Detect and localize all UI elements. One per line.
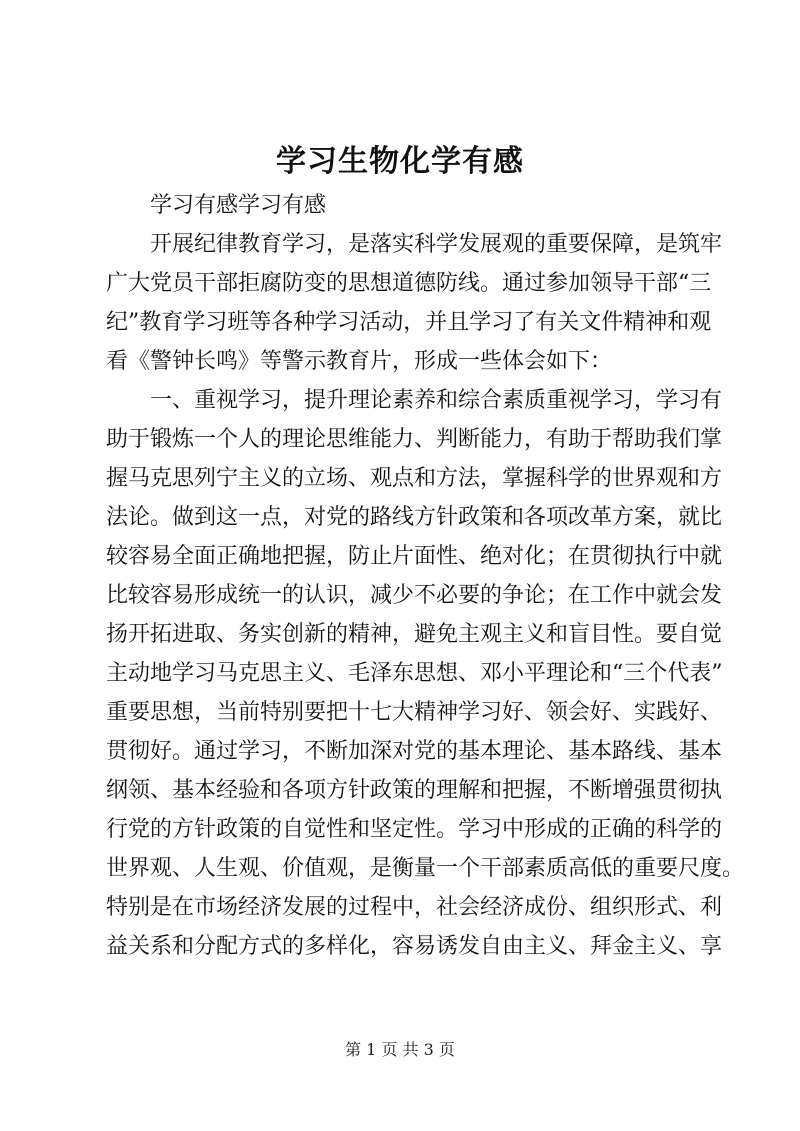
text-line: 开展纪律教育学习，是落实科学发展观的重要保障，是筑牢 [150,232,723,257]
text-line: 学习有感学习有感 [150,193,327,218]
text-line: 握马克思列宁主义的立场、观点和方法，掌握科学的世界观和方 [106,466,723,491]
text-line: 法论。做到这一点，对党的路线方针政策和各项改革方案，就比 [106,505,723,530]
text-line: 贯彻好。通过学习，不断加深对党的基本理论、基本路线、基本 [106,739,723,764]
text-line: 扬开拓进取、务实创新的精神，避免主观主义和盲目性。要自觉 [106,622,723,647]
text-line: 益关系和分配方式的多样化，容易诱发自由主义、拜金主义、享 [106,934,723,959]
text-line: 助于锻炼一个人的理论思维能力、判断能力，有助于帮助我们掌 [106,427,723,452]
paragraph-intro [106,225,723,381]
text-line: 纲领、基本经验和各项方针政策的理解和把握，不断增强贯彻执 [106,778,723,803]
text-line: 特别是在市场经济发展的过程中，社会经济成份、组织形式、利 [106,895,723,920]
text-line: 纪”教育学习班等各种学习活动，并且学习了有关文件精神和观 [106,310,712,335]
paragraph-section-one [106,381,745,966]
text-line: 重要思想，当前特别要把十七大精神学习好、领会好、实践好、 [106,700,723,725]
document-body [106,186,745,966]
page-footer: 第 1 页 共 3 页 [345,1040,455,1059]
text-line: 较容易全面正确地把握，防止片面性、绝对化；在贯彻执行中就 [106,544,723,569]
text-line: 比较容易形成统一的认识，减少不必要的争论；在工作中就会发 [106,583,723,608]
text-line: 行党的方针政策的自觉性和坚定性。学习中形成的正确的科学的 [106,817,723,842]
text-line: 看《警钟长鸣》等警示教育片，形成一些体会如下： [106,349,613,374]
text-line: 一、重视学习，提升理论素养和综合素质重视学习，学习有 [150,388,723,413]
text-line: 主动地学习马克思主义、毛泽东思想、邓小平理论和“三个代表” [106,661,723,686]
text-line: 广大党员干部拒腐防变的思想道德防线。通过参加领导干部“三 [106,271,712,296]
document-title: 学习生物化学有感 [276,144,524,179]
paragraph-subtitle [106,186,706,225]
text-line: 世界观、人生观、价值观，是衡量一个干部素质高低的重要尺度。 [106,856,745,881]
